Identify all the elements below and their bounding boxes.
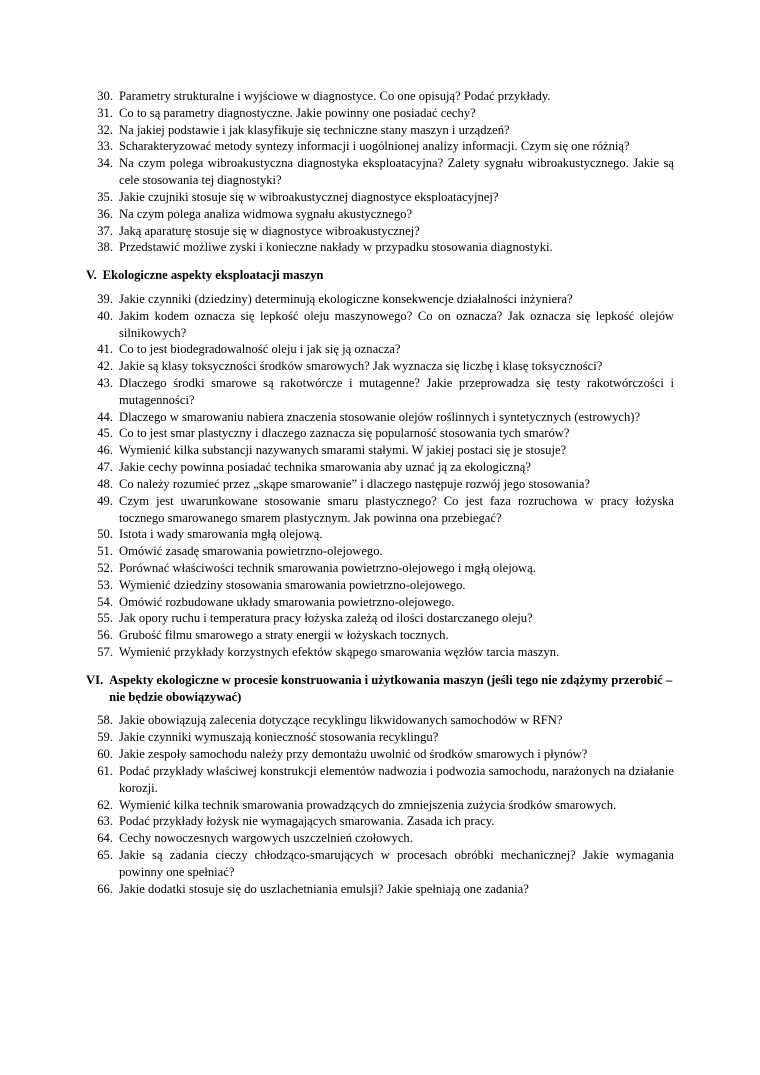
question-item	[86, 155, 674, 189]
question-text: Co to jest biodegradowalność oleju i jak się ją oznacza?	[119, 342, 401, 357]
question-item	[86, 206, 674, 223]
question-number: 55.	[97, 611, 113, 626]
question-text: Grubość filmu smarowego a straty energii w łożyskach tocznych.	[119, 628, 449, 643]
section-heading	[86, 672, 674, 706]
question-number: 39.	[97, 291, 113, 306]
question-number: 30.	[97, 89, 113, 103]
question-item	[86, 847, 674, 881]
question-item	[86, 712, 674, 729]
question-number: 65.	[97, 847, 113, 862]
question-number: 57.	[97, 645, 113, 659]
question-number: 43.	[97, 376, 113, 390]
question-text: Cechy nowoczesnych wargowych uszczelnień czołowych.	[119, 831, 413, 846]
question-text: Podać przykłady łożysk nie wymagających smarowania. Zasada ich pracy.	[119, 814, 495, 829]
question-item	[86, 105, 674, 122]
question-item	[86, 425, 674, 442]
question-text: Wymienić kilka substancji nazywanych smarami stałymi. W jakiej postaci się je stosuje?	[119, 443, 567, 458]
question-item	[86, 138, 674, 155]
question-item	[86, 526, 674, 543]
question-item	[86, 543, 674, 560]
question-number: 58.	[97, 713, 113, 728]
content-blocks	[86, 88, 674, 897]
question-item	[86, 830, 674, 847]
question-number: 51.	[97, 544, 113, 559]
question-number: 37.	[97, 223, 113, 238]
section-title: Aspekty ekologiczne w procesie konstruowania i użytkowania maszyn (jeśli tego nie zdążymy przerobić – nie będzie obowiązywać)	[109, 672, 673, 704]
question-number: 40.	[97, 308, 113, 323]
question-text: Jak opory ruchu i temperatura pracy łożyska zależą od ilości dostarczanego oleju?	[119, 611, 533, 626]
question-text: Na czym polega analiza widmowa sygnału akustycznego?	[119, 206, 413, 221]
question-text: Jakie czynniki (dziedziny) determinują ekologiczne konsekwencje działalności inżyniera?	[119, 291, 573, 306]
question-text: Parametry strukturalne i wyjściowe w diagnostyce. Co one opisują? Podać przykłady.	[119, 89, 551, 103]
question-text: Jakim kodem oznacza się lepkość oleju maszynowego? Co on oznacza? Jak oznacza się lepkość olejów silnikowych?	[119, 308, 674, 340]
question-number: 41.	[97, 342, 113, 357]
question-item	[86, 797, 674, 814]
question-item	[86, 122, 674, 139]
question-text: Co to są parametry diagnostyczne. Jakie powinny one posiadać cechy?	[119, 105, 476, 120]
question-item	[86, 341, 674, 358]
question-number: 49.	[97, 493, 113, 508]
question-number: 59.	[97, 730, 113, 745]
question-text: Omówić rozbudowane układy smarowania powietrzno-olejowego.	[119, 594, 455, 609]
question-item	[86, 442, 674, 459]
question-item	[86, 746, 674, 763]
question-item	[86, 627, 674, 644]
question-item	[86, 763, 674, 797]
question-number: 32.	[97, 122, 113, 137]
question-item	[86, 729, 674, 746]
question-text: Na czym polega wibroakustyczna diagnostyka eksploatacyjna? Zalety sygnału wibroakustycznego. Jakie są cele stosowania tej diagnostyki?	[119, 156, 674, 188]
question-number: 47.	[97, 460, 113, 475]
question-number: 53.	[97, 577, 113, 592]
question-text: Porównać właściwości technik smarowania powietrzno-olejowego i mgłą olejową.	[119, 560, 536, 575]
section-number: V.	[86, 268, 97, 283]
question-item	[86, 88, 674, 105]
question-number: 33.	[97, 139, 113, 154]
question-item	[86, 644, 674, 661]
question-number: 64.	[97, 831, 113, 846]
question-item	[86, 291, 674, 308]
question-text: Wymienić kilka technik smarowania prowadzących do zmniejszenia zużycia środków smarowych.	[119, 797, 617, 812]
question-text: Czym jest uwarunkowane stosowanie smaru plastycznego? Co jest faza rozruchowa w pracy łożyska tocznego smarowanego smarem plastycznym. Jak powinna ona przebiegać?	[119, 493, 674, 525]
document-body	[86, 88, 674, 897]
question-item	[86, 560, 674, 577]
question-item	[86, 493, 674, 527]
question-text: Wymienić przykłady korzystnych efektów skąpego smarowania węzłów tarcia maszyn.	[119, 645, 560, 659]
question-text: Wymienić dziedziny stosowania smarowania powietrzno-olejowego.	[119, 577, 466, 592]
question-number: 36.	[97, 206, 113, 221]
question-text: Jakie są klasy toksyczności środków smarowych? Jak wyznacza się liczbę i klasę toksyczności?	[119, 359, 603, 374]
section-heading	[86, 267, 674, 284]
question-item	[86, 375, 674, 409]
question-number: 42.	[97, 359, 113, 374]
question-number: 61.	[97, 763, 113, 778]
question-text: Podać przykłady właściwej konstrukcji elementów nadwozia i podwozia samochodu, narażonych na działanie korozji.	[119, 763, 674, 795]
question-text: Dlaczego środki smarowe są rakotwórcze i mutagenne? Jakie przeprowadza się testy rakotwórczości i mutagenności?	[119, 376, 674, 407]
question-text: Jakie czynniki wymuszają konieczność stosowania recyklingu?	[119, 730, 439, 745]
question-item	[86, 223, 674, 240]
question-number: 62.	[97, 797, 113, 812]
question-text: Jakie są zadania cieczy chłodząco-smarujących w procesach obróbki mechanicznej? Jakie wymagania powinny one spełniać?	[119, 847, 674, 879]
question-text: Co należy rozumieć przez „skąpe smarowanie” i dlaczego następuje rozwój jego stosowania?	[119, 476, 591, 491]
question-item	[86, 577, 674, 594]
question-item	[86, 813, 674, 830]
question-number: 31.	[97, 105, 113, 120]
question-text: Co to jest smar plastyczny i dlaczego zaznacza się popularność stosowania tych smarów?	[119, 426, 570, 441]
question-text: Jakie dodatki stosuje się do uszlachetniania emulsji? Jakie spełniają one zadania?	[119, 881, 529, 896]
section-number: VI.	[86, 672, 104, 687]
question-number: 46.	[97, 443, 113, 458]
question-text: Scharakteryzować metody syntezy informacji i uogólnionej analizy informacji. Czym się one różnią?	[119, 139, 630, 154]
question-number: 56.	[97, 628, 113, 643]
question-item	[86, 409, 674, 426]
question-text: Dlaczego w smarowaniu nabiera znaczenia stosowanie olejów roślinnych i syntetycznych (estrowych)?	[119, 409, 641, 424]
question-item	[86, 476, 674, 493]
question-number: 35.	[97, 189, 113, 204]
question-number: 34.	[97, 156, 113, 171]
question-text: Omówić zasadę smarowania powietrzno-olejowego.	[119, 544, 383, 559]
question-number: 60.	[97, 747, 113, 762]
question-number: 45.	[97, 426, 113, 441]
question-text: Jakie zespoły samochodu należy przy demontażu uwolnić od środków smarowych i płynów?	[119, 747, 588, 762]
question-item	[86, 610, 674, 627]
question-item	[86, 459, 674, 476]
question-number: 54.	[97, 594, 113, 609]
question-number: 44.	[97, 409, 113, 424]
question-number: 52.	[97, 560, 113, 575]
question-number: 66.	[97, 881, 113, 896]
question-item	[86, 308, 674, 342]
question-item	[86, 594, 674, 611]
question-number: 63.	[97, 814, 113, 829]
question-text: Istota i wady smarowania mgłą olejową.	[119, 527, 323, 542]
question-number: 50.	[97, 527, 113, 542]
question-text: Na jakiej podstawie i jak klasyfikuje się techniczne stany maszyn i urządzeń?	[119, 122, 510, 137]
question-text: Jaką aparaturę stosuje się w diagnostyce wibroakustycznej?	[119, 223, 420, 238]
question-text: Jakie obowiązują zalecenia dotyczące recyklingu likwidowanych samochodów w RFN?	[119, 713, 563, 728]
question-item	[86, 881, 674, 898]
section-title: Ekologiczne aspekty eksploatacji maszyn	[102, 268, 324, 283]
question-item	[86, 239, 674, 256]
question-number: 48.	[97, 476, 113, 491]
question-item	[86, 189, 674, 206]
question-text: Jakie cechy powinna posiadać technika smarowania aby uznać ją za ekologiczną?	[119, 460, 531, 475]
question-text: Przedstawić możliwe zyski i konieczne nakłady w przypadku stosowania diagnostyki.	[119, 240, 553, 255]
question-item	[86, 358, 674, 375]
question-number: 38.	[97, 240, 113, 255]
question-text: Jakie czujniki stosuje się w wibroakustycznej diagnostyce eksploatacyjnej?	[119, 189, 499, 204]
